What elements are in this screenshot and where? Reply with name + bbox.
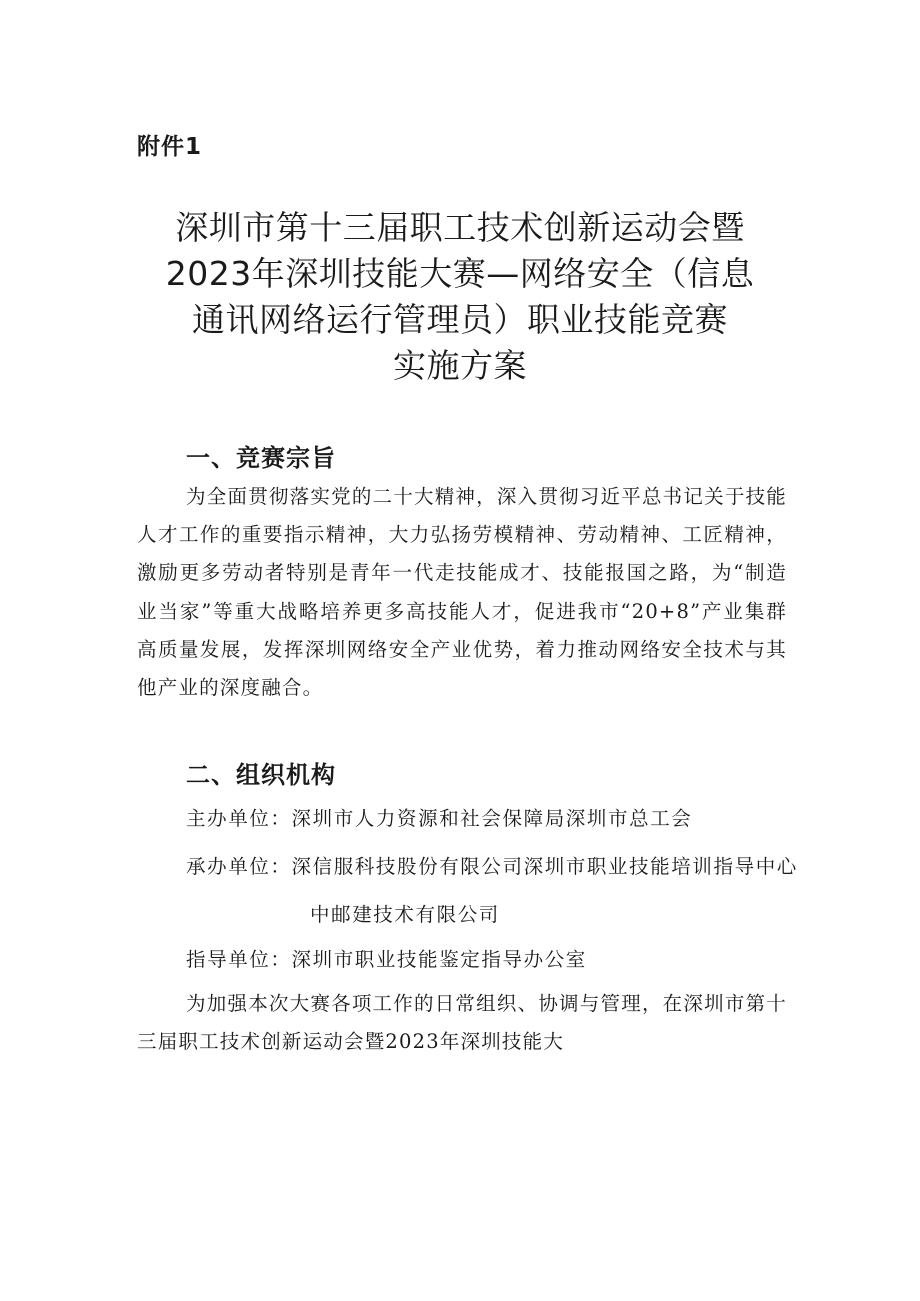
title-line-1: 深圳市第十三届职工技术创新运动会暨	[175, 208, 745, 247]
closing-text: 为加强本次大赛各项工作的日常组织、协调与管理，在深圳市第十三届职工技术创新运动会暨2023年深圳技能大	[137, 992, 787, 1054]
organizer-unit-continuation: 中邮建技术有限公司	[310, 903, 500, 926]
title-line-2: 2023年深圳技能大赛—网络安全（信息	[165, 254, 755, 293]
section-heading-purpose: 一、竞赛宗旨	[186, 444, 336, 472]
attachment-label: 附件1	[137, 134, 203, 160]
section-heading-organization: 二、组织机构	[186, 761, 336, 789]
organizer-unit-line: 承办单位：深信服科技股份有限公司深圳市职业技能培训指导中心	[186, 855, 798, 878]
title-line-4: 实施方案	[393, 346, 527, 385]
guide-unit-line: 指导单位：深圳市职业技能鉴定指导办公室	[186, 948, 587, 971]
closing-paragraph	[137, 985, 787, 1061]
document-title	[130, 205, 790, 389]
purpose-paragraph	[137, 478, 787, 707]
host-unit-line: 主办单位：深圳市人力资源和社会保障局深圳市总工会	[186, 807, 693, 830]
purpose-text: 为全面贯彻落实党的二十大精神，深入贯彻习近平总书记关于技能人才工作的重要指示精神，大力弘扬劳模精神、劳动精神、工匠精神，激励更多劳动者特别是青年一代走技能成才、技能报国之路，为“制造业当家”等重大战略培养更多高技能人才，促进我市“20+8”产业集群高质量发展，发挥深圳网络安全产业优势，着力推动网络安全技术与其他产业的深度融合。	[137, 485, 787, 700]
title-line-3: 通讯网络运行管理员）职业技能竞赛	[192, 300, 728, 339]
